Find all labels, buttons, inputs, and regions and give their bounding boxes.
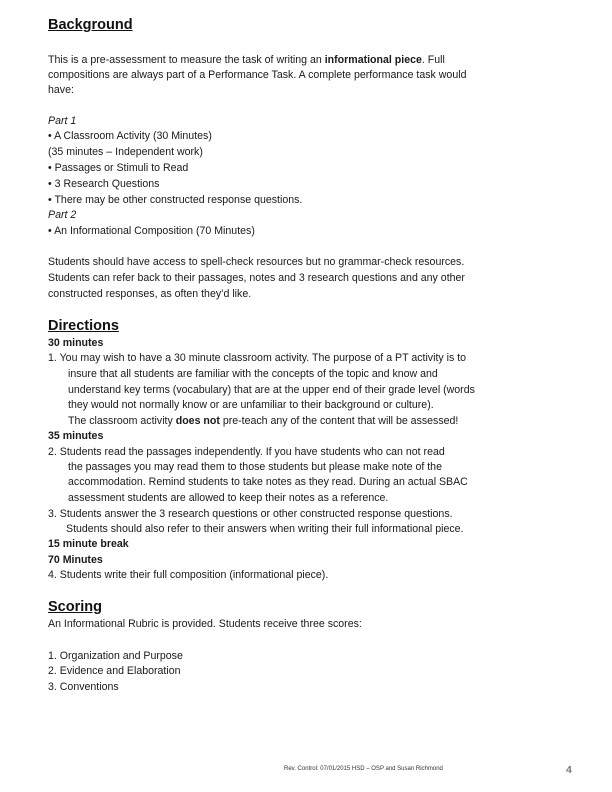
directions-heading: Directions <box>48 318 119 334</box>
part1-label: Part 1 <box>48 115 77 127</box>
background-heading: Background <box>48 17 133 33</box>
step-4-line: 4. Students write their full composition (informational piece). <box>48 569 329 581</box>
time-label: 30 minutes <box>48 337 104 349</box>
part1-item: • A Classroom Activity (30 Minutes) <box>48 130 212 142</box>
time-label: 35 minutes <box>48 430 104 442</box>
access-line: Students should have access to spell-check resources but no grammar-check resources. <box>48 256 465 268</box>
part2-label: Part 2 <box>48 209 77 221</box>
scoring-item: 2. Evidence and Elaboration <box>48 665 181 677</box>
scoring-item: 1. Organization and Purpose <box>48 650 183 662</box>
step-2-line: accommodation. Remind students to take notes as they read. During an actual SBAC <box>68 476 468 488</box>
revision-footer: Rev. Control: 07/01/2015 HSD – OSP and Susan Richmond <box>284 766 443 772</box>
step-2-line: the passages you may read them to those students but please make note of the <box>68 461 442 473</box>
background-intro-line: This is a pre-assessment to measure the task of writing an informational piece. Full <box>48 54 445 66</box>
step-2-line: assessment students are allowed to keep their notes as a reference. <box>68 492 389 504</box>
step-1-line: The classroom activity does not pre-teach any of the content that will be assessed! <box>68 415 459 427</box>
access-line: Students can refer back to their passages, notes and 3 research questions and any other <box>48 272 465 284</box>
step-3-line: 3. Students answer the 3 research questions or other constructed response questions. <box>48 508 453 520</box>
step-2-line: 2. Students read the passages independently. If you have students who can not read <box>48 446 445 458</box>
scoring-item: 3. Conventions <box>48 681 119 693</box>
time-label: 70 Minutes <box>48 554 103 566</box>
step-1-line: insure that all students are familiar with the concepts of the topic and know and <box>68 368 438 380</box>
step-1-line: 1. You may wish to have a 30 minute classroom activity. The purpose of a PT activity is to <box>48 352 467 364</box>
part1-item: • There may be other constructed response questions. <box>48 194 303 206</box>
background-intro-line: compositions are always part of a Performance Task. A complete performance task would <box>48 69 467 81</box>
part1-item: • Passages or Stimuli to Read <box>48 162 189 174</box>
step-1-line: understand key terms (vocabulary) that are at the upper end of their grade level (words <box>68 384 475 396</box>
background-intro-line: have: <box>48 84 74 96</box>
page-number: 4 <box>566 764 572 776</box>
scoring-intro: An Informational Rubric is provided. Students receive three scores: <box>48 618 362 630</box>
step-1-line: they would not normally know or are unfamiliar to their background or culture). <box>68 399 434 411</box>
scoring-heading: Scoring <box>48 599 102 615</box>
part2-item: • An Informational Composition (70 Minutes) <box>48 225 255 237</box>
part1-item: (35 minutes – Independent work) <box>48 146 203 158</box>
time-label: 15 minute break <box>48 538 129 550</box>
step-3-line: Students should also refer to their answers when writing their full informational piece. <box>66 523 464 535</box>
part1-item: • 3 Research Questions <box>48 178 160 190</box>
access-line: constructed responses, as often they’d like. <box>48 288 252 300</box>
